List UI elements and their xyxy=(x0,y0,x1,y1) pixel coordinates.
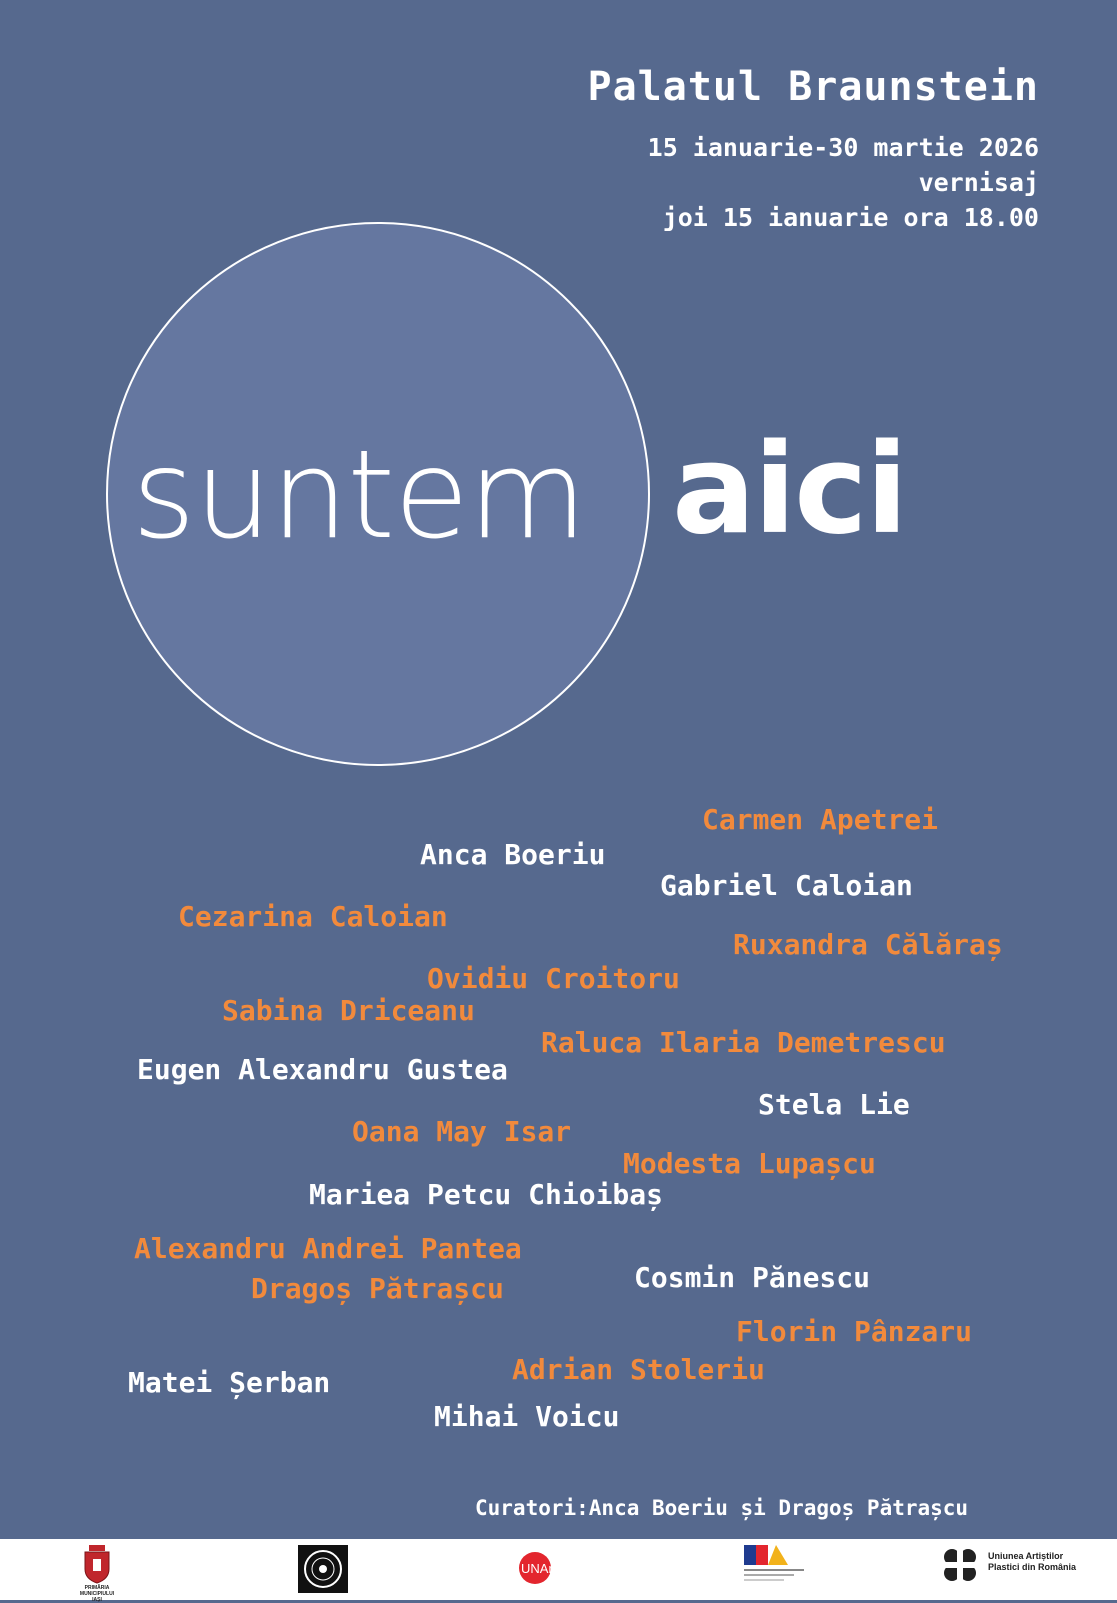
artist-name: Anca Boeriu xyxy=(420,838,606,871)
artist-name: Sabina Driceanu xyxy=(222,994,475,1027)
artist-name: Oana May Isar xyxy=(352,1115,572,1148)
event-dates xyxy=(648,130,1039,235)
date-range: 15 ianuarie-30 martie 2026 xyxy=(647,133,1039,162)
artist-name: Cosmin Pănescu xyxy=(634,1261,871,1294)
artist-name: Stela Lie xyxy=(758,1088,910,1121)
artist-name: Raluca Ilaria Demetrescu xyxy=(541,1026,946,1059)
title-word-suntem: suntem xyxy=(132,424,586,566)
sponsor-footer xyxy=(0,1539,1117,1603)
artist-name: Mihai Voicu xyxy=(434,1400,620,1433)
curators-credit: Curatori:Anca Boeriu și Dragoș Pătrașcu xyxy=(475,1496,969,1520)
artist-name: Alexandru Andrei Pantea xyxy=(134,1232,522,1265)
unarte-logo-icon xyxy=(518,1545,588,1595)
artist-name: Dragoș Pătrașcu xyxy=(251,1272,504,1305)
artist-name: Eugen Alexandru Gustea xyxy=(137,1053,508,1086)
artist-name: Modesta Lupașcu xyxy=(623,1147,876,1180)
artist-name: Cezarina Caloian xyxy=(178,900,448,933)
artist-name: Gabriel Caloian xyxy=(660,869,913,902)
city-coat-of-arms-icon xyxy=(79,1545,115,1603)
artist-name: Adrian Stoleriu xyxy=(512,1353,765,1386)
city-logo-text: PRIMĂRIA MUNICIPIULUI IAȘI xyxy=(79,1585,115,1603)
artist-name: Carmen Apetrei xyxy=(702,803,939,836)
artist-name: Ovidiu Croitoru xyxy=(427,962,680,995)
artist-name: Ruxandra Călăraș xyxy=(733,928,1003,961)
uap-clover-logo-icon xyxy=(940,1545,1080,1595)
opening-datetime: joi 15 ianuarie ora 18.00 xyxy=(662,203,1039,232)
artist-name: Mariea Petcu Chioibaș xyxy=(309,1178,664,1211)
unarte-logo-text: UNArte xyxy=(521,1561,564,1576)
title-word-aici: aici xyxy=(672,418,907,562)
artist-name: Florin Pânzaru xyxy=(736,1315,973,1348)
round-seal-icon xyxy=(298,1545,348,1595)
university-flag-logo-icon xyxy=(744,1545,810,1595)
artist-name: Matei Șerban xyxy=(128,1366,331,1399)
uap-logo-text: Uniunea Artiștilor Plastici din România xyxy=(988,1551,1077,1572)
opening-label: vernisaj xyxy=(918,168,1039,197)
venue-name: Palatul Braunstein xyxy=(587,64,1039,110)
